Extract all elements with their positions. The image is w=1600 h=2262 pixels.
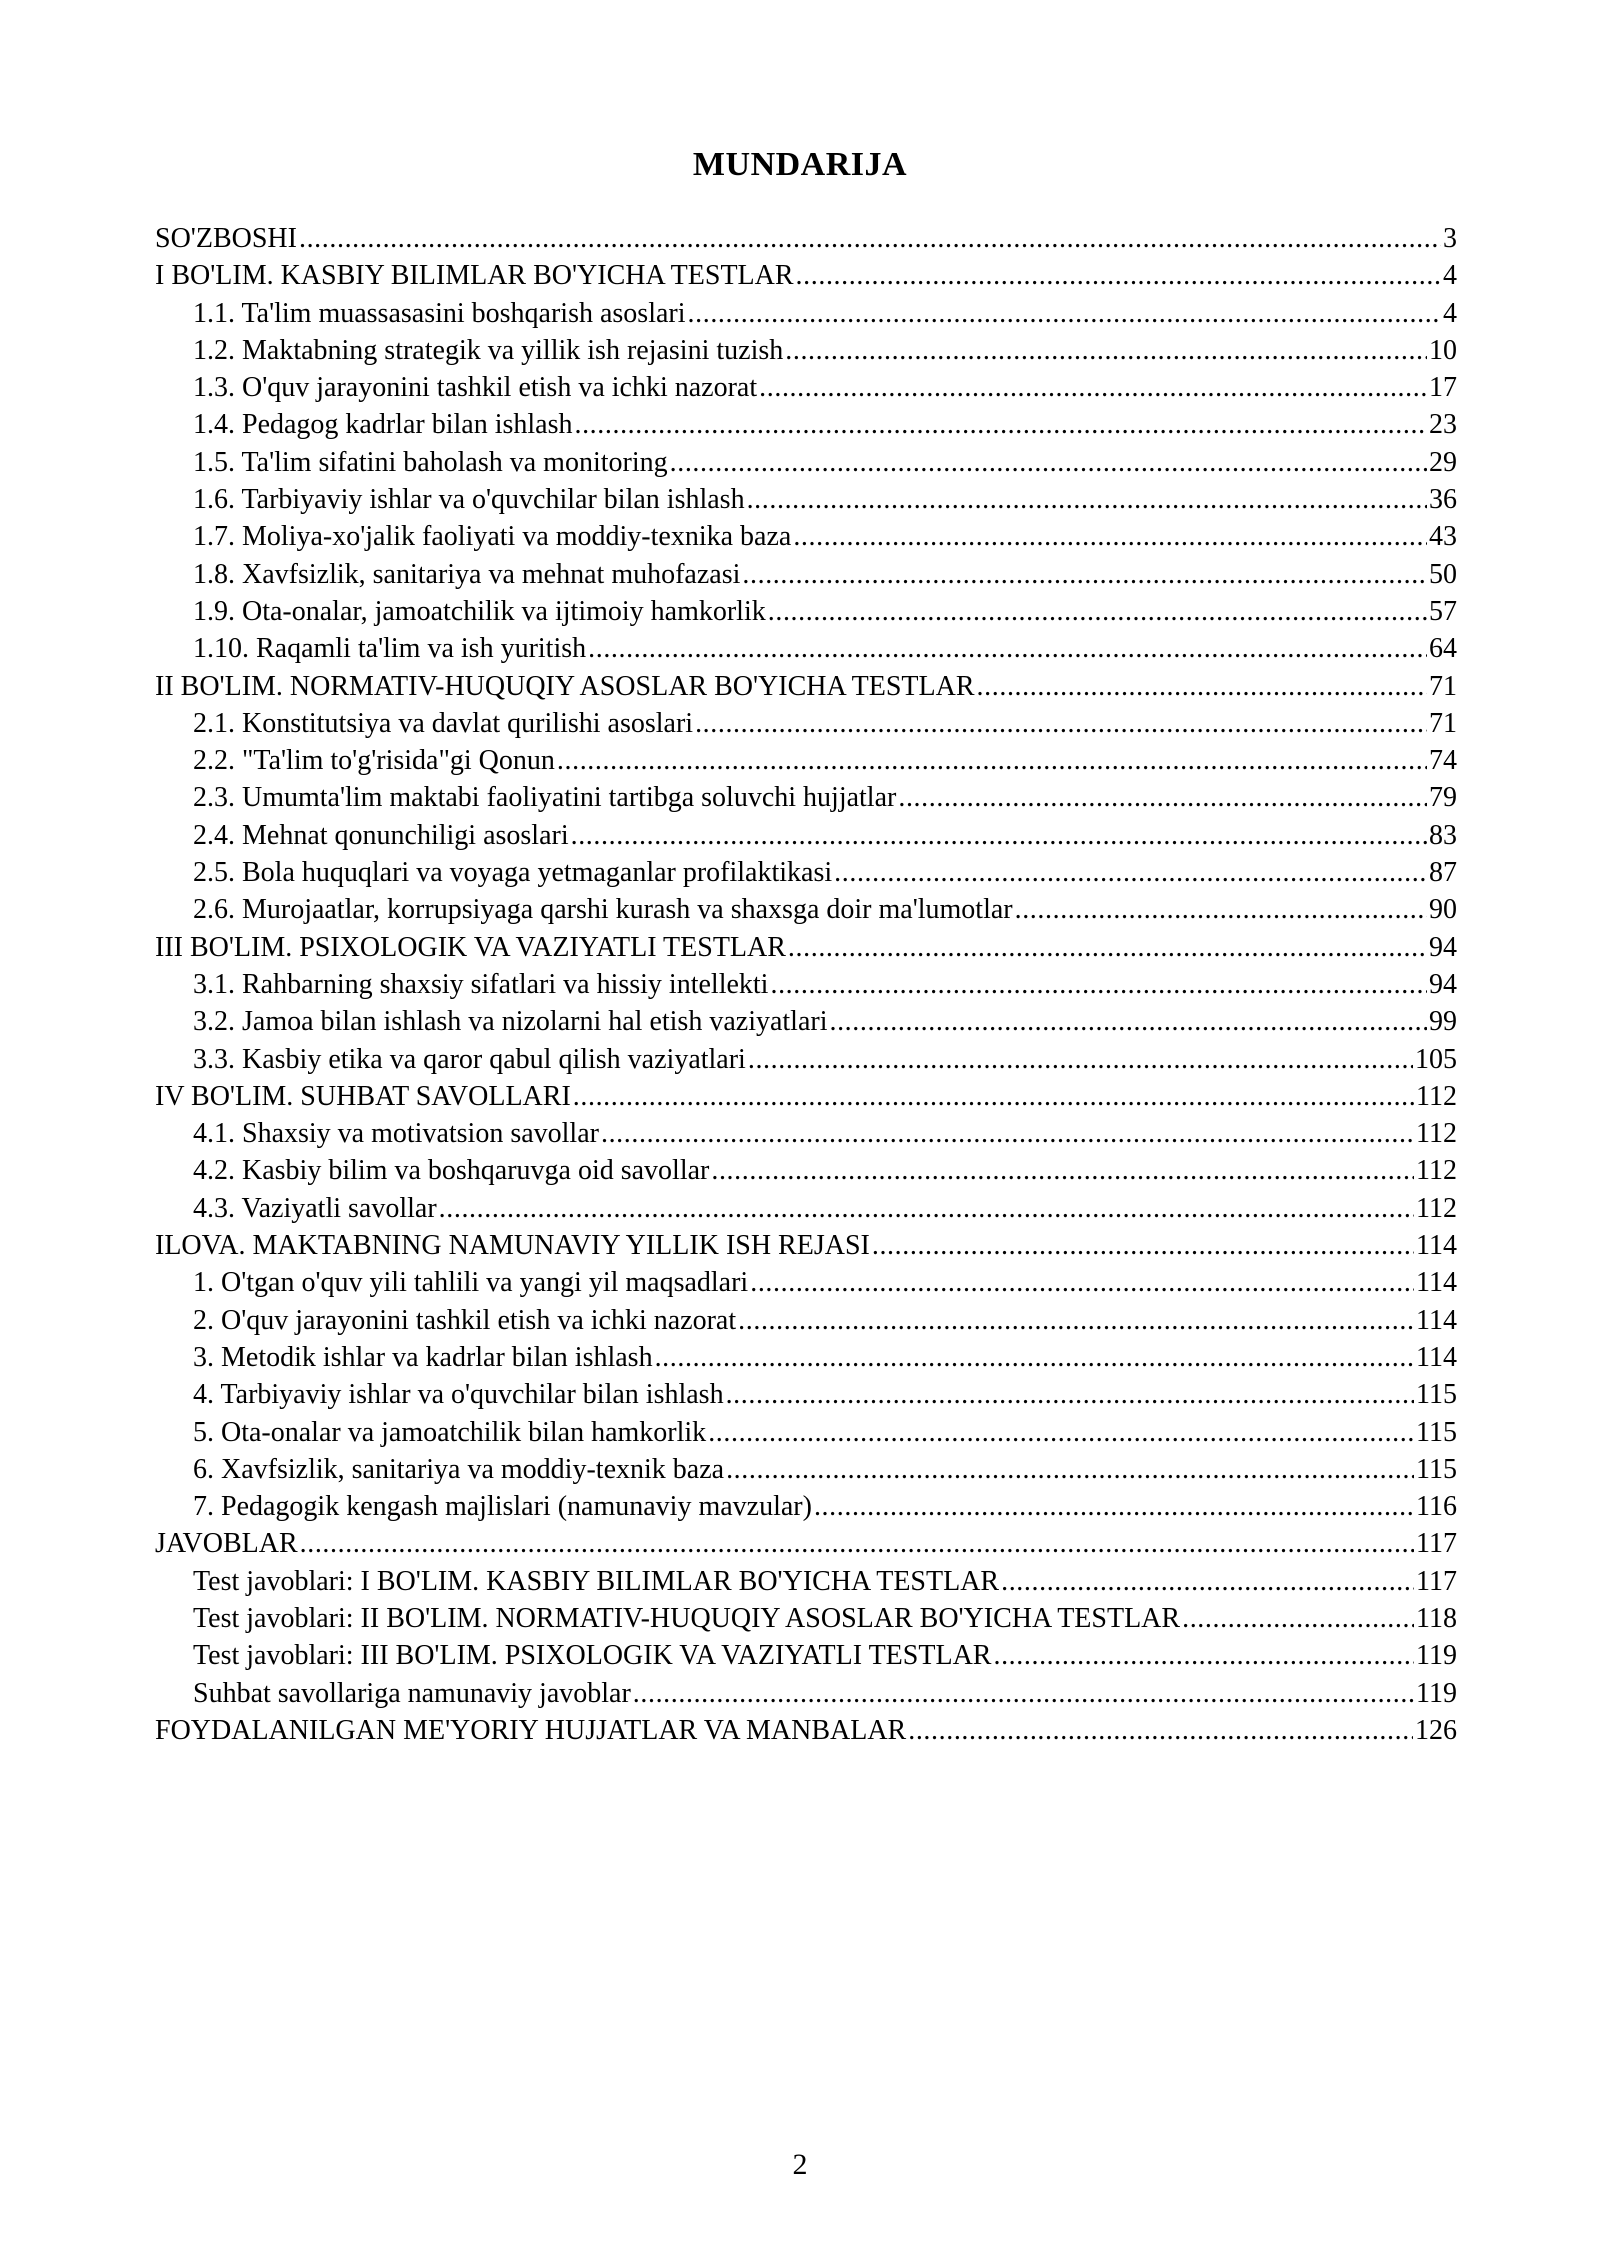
toc-entry bbox=[155, 518, 1457, 555]
toc-entry bbox=[155, 668, 1457, 705]
toc-entry-label: 1.7. Moliya-xo'jalik faoliyati va moddiy-texnika baza bbox=[193, 521, 792, 553]
toc-entry bbox=[155, 1078, 1457, 1115]
toc-entry-label: 2.1. Konstitutsiya va davlat qurilishi asoslari bbox=[193, 707, 694, 739]
toc-dot-leader bbox=[573, 1078, 1414, 1115]
toc-entry bbox=[155, 1414, 1457, 1451]
toc-entry bbox=[155, 556, 1457, 593]
toc-entry-label: 2. O'quv jarayonini tashkil etish va ichki nazorat bbox=[193, 1304, 737, 1336]
toc-entry-page: 116 bbox=[1416, 1491, 1457, 1523]
toc-entry-label: III BO'LIM. PSIXOLOGIK VA VAZIYATLI TESTLAR bbox=[155, 931, 786, 963]
toc-entry bbox=[155, 1376, 1457, 1413]
toc-entry-page: 50 bbox=[1429, 558, 1457, 590]
toc-dot-leader bbox=[738, 1302, 1414, 1339]
toc-entry bbox=[155, 1264, 1457, 1301]
toc-entry-label: 1.9. Ota-onalar, jamoatchilik va ijtimoiy hamkorlik bbox=[193, 595, 766, 627]
toc-dot-leader bbox=[726, 1451, 1414, 1488]
toc-entry bbox=[155, 332, 1457, 369]
page-number: 2 bbox=[792, 2148, 808, 2181]
toc-entry bbox=[155, 817, 1457, 854]
toc-entry bbox=[155, 1041, 1457, 1078]
toc-entry-label: IV BO'LIM. SUHBAT SAVOLLARI bbox=[155, 1080, 571, 1112]
toc-entry-label: JAVOBLAR bbox=[155, 1528, 298, 1560]
toc-dot-leader bbox=[1182, 1600, 1414, 1637]
toc-dot-leader bbox=[695, 705, 1427, 742]
toc-entry bbox=[155, 966, 1457, 1003]
toc-entry-page: 114 bbox=[1416, 1230, 1457, 1262]
toc-entry-page: 117 bbox=[1416, 1528, 1457, 1560]
toc-dot-leader bbox=[977, 668, 1427, 705]
toc-entry-page: 115 bbox=[1416, 1416, 1457, 1448]
toc-entry-label: 2.6. Murojaatlar, korrupsiyaga qarshi kurash va shaxsga doir ma'lumotlar bbox=[193, 894, 1013, 926]
toc-entry-label: Test javoblari: II BO'LIM. NORMATIV-HUQUQIY ASOSLAR BO'YICHA TESTLAR bbox=[193, 1602, 1181, 1634]
toc-entry-label: 3.1. Rahbarning shaxsiy sifatlari va hissiy intellekti bbox=[193, 968, 769, 1000]
toc-entry-label: Test javoblari: III BO'LIM. PSIXOLOGIK VA VAZIYATLI TESTLAR bbox=[193, 1640, 992, 1672]
toc-dot-leader bbox=[708, 1414, 1414, 1451]
toc-entry-label: 3.3. Kasbiy etika va qaror qabul qilish vaziyatlari bbox=[193, 1043, 746, 1075]
toc-entry-label: 4.2. Kasbiy bilim va boshqaruvga oid savollar bbox=[193, 1155, 710, 1187]
toc-dot-leader bbox=[759, 369, 1427, 406]
table-of-contents bbox=[155, 220, 1457, 1749]
toc-entry-page: 115 bbox=[1416, 1379, 1457, 1411]
toc-dot-leader bbox=[742, 556, 1427, 593]
toc-entry-label: SO'ZBOSHI bbox=[155, 223, 297, 254]
toc-entry bbox=[155, 1563, 1457, 1600]
toc-entry-label: 7. Pedagogik kengash majlislari (namunaviy mavzular) bbox=[193, 1491, 812, 1523]
toc-entry-label: 1.6. Tarbiyaviy ishlar va o'quvchilar bilan ishlash bbox=[193, 484, 745, 516]
toc-entry bbox=[155, 406, 1457, 443]
toc-dot-leader bbox=[439, 1190, 1414, 1227]
toc-entry-page: 118 bbox=[1416, 1602, 1457, 1634]
toc-entry bbox=[155, 1675, 1457, 1712]
toc-entry bbox=[155, 220, 1457, 257]
toc-dot-leader bbox=[557, 742, 1427, 779]
toc-dot-leader bbox=[796, 257, 1441, 294]
toc-entry-label: Test javoblari: I BO'LIM. KASBIY BILIMLAR BO'YICHA TESTLAR bbox=[193, 1565, 1000, 1597]
toc-entry-page: 29 bbox=[1429, 446, 1457, 478]
toc-entry bbox=[155, 257, 1457, 294]
toc-entry-label: 2.5. Bola huquqlari va voyaga yetmaganlar profilaktikasi bbox=[193, 857, 833, 889]
toc-entry-label: 2.3. Umumta'lim maktabi faoliyatini tartibga soluvchi hujjatlar bbox=[193, 782, 897, 814]
toc-entry-label: II BO'LIM. NORMATIV-HUQUQIY ASOSLAR BO'YICHA TESTLAR bbox=[155, 670, 975, 702]
toc-dot-leader bbox=[601, 1115, 1414, 1152]
toc-entry-label: 1.5. Ta'lim sifatini baholash va monitoring bbox=[193, 446, 668, 478]
toc-entry-page: 17 bbox=[1429, 372, 1457, 404]
toc-entry-page: 23 bbox=[1429, 409, 1457, 441]
toc-entry bbox=[155, 295, 1457, 332]
toc-entry-page: 114 bbox=[1416, 1341, 1457, 1373]
toc-entry-page: 90 bbox=[1429, 894, 1457, 926]
toc-entry bbox=[155, 705, 1457, 742]
toc-entry-label: 4.3. Vaziyatli savollar bbox=[193, 1192, 437, 1224]
page-title: MUNDARIJA bbox=[692, 146, 908, 183]
toc-entry bbox=[155, 369, 1457, 406]
toc-entry-label: 1.8. Xavfsizlik, sanitariya va mehnat muhofazasi bbox=[193, 558, 741, 590]
toc-entry-page: 83 bbox=[1429, 819, 1457, 851]
toc-dot-leader bbox=[688, 295, 1441, 332]
toc-entry-page: 3 bbox=[1443, 223, 1457, 254]
toc-entry-label: 2.4. Mehnat qonunchiligi asoslari bbox=[193, 819, 569, 851]
toc-entry bbox=[155, 742, 1457, 779]
toc-entry bbox=[155, 630, 1457, 667]
toc-dot-leader bbox=[670, 444, 1427, 481]
toc-dot-leader bbox=[908, 1712, 1413, 1749]
toc-entry-page: 112 bbox=[1416, 1155, 1457, 1187]
toc-entry bbox=[155, 891, 1457, 928]
toc-dot-leader bbox=[768, 593, 1427, 630]
toc-entry bbox=[155, 593, 1457, 630]
toc-dot-leader bbox=[300, 1525, 1414, 1562]
toc-dot-leader bbox=[872, 1227, 1414, 1264]
toc-dot-leader bbox=[993, 1637, 1414, 1674]
toc-dot-leader bbox=[750, 1264, 1414, 1301]
toc-entry-label: 4. Tarbiyaviy ishlar va o'quvchilar bilan ishlash bbox=[193, 1379, 724, 1411]
toc-entry-page: 71 bbox=[1429, 707, 1457, 739]
toc-entry-label: ILOVA. MAKTABNING NAMUNAVIY YILLIK ISH REJASI bbox=[155, 1230, 870, 1262]
toc-entry-page: 94 bbox=[1429, 968, 1457, 1000]
toc-entry-page: 87 bbox=[1429, 857, 1457, 889]
toc-entry-label: 4.1. Shaxsiy va motivatsion savollar bbox=[193, 1118, 599, 1150]
toc-entry-page: 94 bbox=[1429, 931, 1457, 963]
toc-entry-label: 5. Ota-onalar va jamoatchilik bilan hamkorlik bbox=[193, 1416, 707, 1448]
toc-dot-leader bbox=[655, 1339, 1414, 1376]
toc-entry-page: 119 bbox=[1416, 1677, 1457, 1709]
toc-entry bbox=[155, 929, 1457, 966]
toc-entry-page: 57 bbox=[1429, 595, 1457, 627]
toc-entry bbox=[155, 1003, 1457, 1040]
toc-entry bbox=[155, 1451, 1457, 1488]
toc-entry bbox=[155, 481, 1457, 518]
toc-entry-page: 4 bbox=[1443, 297, 1457, 329]
toc-entry-page: 126 bbox=[1415, 1714, 1457, 1746]
toc-entry-page: 115 bbox=[1416, 1453, 1457, 1485]
toc-entry-page: 71 bbox=[1429, 670, 1457, 702]
toc-dot-leader bbox=[793, 518, 1427, 555]
toc-entry-label: 1.3. O'quv jarayonini tashkil etish va ichki nazorat bbox=[193, 372, 758, 404]
toc-entry-page: 114 bbox=[1416, 1304, 1457, 1336]
toc-dot-leader bbox=[785, 332, 1427, 369]
toc-entry-page: 4 bbox=[1443, 260, 1457, 292]
toc-entry-label: 1.1. Ta'lim muassasasini boshqarish asoslari bbox=[193, 297, 686, 329]
toc-dot-leader bbox=[711, 1152, 1414, 1189]
toc-entry bbox=[155, 1190, 1457, 1227]
toc-dot-leader bbox=[571, 817, 1427, 854]
toc-dot-leader bbox=[770, 966, 1427, 1003]
toc-dot-leader bbox=[788, 929, 1427, 966]
toc-entry bbox=[155, 1302, 1457, 1339]
toc-entry-label: 1.4. Pedagog kadrlar bilan ishlash bbox=[193, 409, 573, 441]
toc-entry bbox=[155, 1152, 1457, 1189]
toc-entry-page: 117 bbox=[1416, 1565, 1457, 1597]
toc-entry-page: 112 bbox=[1416, 1192, 1457, 1224]
toc-entry bbox=[155, 854, 1457, 891]
toc-dot-leader bbox=[814, 1488, 1414, 1525]
toc-entry-label: 3.2. Jamoa bilan ishlash va nizolarni hal etish vaziyatlari bbox=[193, 1006, 828, 1038]
toc-entry-page: 119 bbox=[1416, 1640, 1457, 1672]
toc-entry bbox=[155, 444, 1457, 481]
toc-entry bbox=[155, 1339, 1457, 1376]
toc-dot-leader bbox=[574, 406, 1427, 443]
toc-entry-page: 112 bbox=[1416, 1118, 1457, 1150]
toc-entry-page: 74 bbox=[1429, 745, 1457, 777]
toc-entry-page: 64 bbox=[1429, 633, 1457, 665]
toc-entry bbox=[155, 1712, 1457, 1749]
toc-entry bbox=[155, 1637, 1457, 1674]
toc-entry-page: 105 bbox=[1415, 1043, 1457, 1075]
toc-entry bbox=[155, 1488, 1457, 1525]
toc-entry-page: 43 bbox=[1429, 521, 1457, 553]
toc-dot-leader bbox=[898, 779, 1427, 816]
toc-dot-leader bbox=[834, 854, 1427, 891]
toc-entry-page: 112 bbox=[1416, 1080, 1457, 1112]
toc-dot-leader bbox=[299, 220, 1441, 257]
toc-entry-page: 10 bbox=[1429, 334, 1457, 366]
toc-dot-leader bbox=[588, 630, 1427, 667]
toc-entry-label: 3. Metodik ishlar va kadrlar bilan ishlash bbox=[193, 1341, 653, 1373]
toc-dot-leader bbox=[748, 1041, 1413, 1078]
toc-entry-label: Suhbat savollariga namunaviy javoblar bbox=[193, 1677, 631, 1709]
toc-entry-label: 1. O'tgan o'quv yili tahlili va yangi yil maqsadlari bbox=[193, 1267, 749, 1299]
toc-entry-label: 1.2. Maktabning strategik va yillik ish rejasini tuzish bbox=[193, 334, 784, 366]
toc-dot-leader bbox=[633, 1675, 1414, 1712]
toc-dot-leader bbox=[1015, 891, 1427, 928]
toc-dot-leader bbox=[829, 1003, 1427, 1040]
toc-dot-leader bbox=[747, 481, 1427, 518]
toc-entry bbox=[155, 1227, 1457, 1264]
toc-entry-label: I BO'LIM. KASBIY BILIMLAR BO'YICHA TESTLAR bbox=[155, 260, 794, 292]
toc-entry bbox=[155, 1115, 1457, 1152]
toc-entry bbox=[155, 779, 1457, 816]
toc-entry-page: 114 bbox=[1416, 1267, 1457, 1299]
toc-entry-label: 6. Xavfsizlik, sanitariya va moddiy-texnik baza bbox=[193, 1453, 725, 1485]
toc-dot-leader bbox=[726, 1376, 1414, 1413]
toc-entry-page: 79 bbox=[1429, 782, 1457, 814]
toc-entry-label: 1.10. Raqamli ta'lim va ish yuritish bbox=[193, 633, 587, 665]
toc-entry bbox=[155, 1525, 1457, 1562]
toc-entry-page: 99 bbox=[1429, 1006, 1457, 1038]
toc-entry-label: 2.2. "Ta'lim to'g'risida"gi Qonun bbox=[193, 745, 555, 777]
toc-entry bbox=[155, 1600, 1457, 1637]
toc-entry-page: 36 bbox=[1429, 484, 1457, 516]
toc-dot-leader bbox=[1001, 1563, 1414, 1600]
toc-entry-label: FOYDALANILGAN ME'YORIY HUJJATLAR VA MANBALAR bbox=[155, 1714, 907, 1746]
